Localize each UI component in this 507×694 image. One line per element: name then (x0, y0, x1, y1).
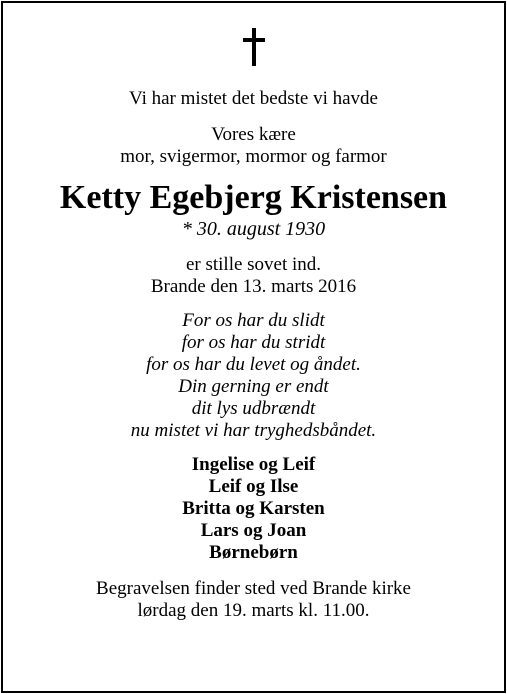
family-member: Leif og Ilse (208, 476, 299, 497)
relation-section (0, 124, 507, 168)
cross-icon (239, 28, 269, 68)
passing-section (0, 254, 507, 298)
relation-line: Vores kære (211, 124, 296, 145)
poem-line: dit lys udbrændt (191, 398, 316, 419)
passing-line: Brande den 13. marts 2016 (150, 276, 357, 297)
funeral-line: lørdag den 19. marts kl. 11.00. (137, 600, 370, 621)
relation-line: mor, svigermor, mormor og farmor (120, 146, 387, 167)
birth-date: * 30. august 1930 (181, 218, 326, 240)
family-section (0, 454, 507, 564)
family-member: Britta og Karsten (182, 498, 325, 519)
funeral-line: Begravelsen finder sted ved Brande kirke (96, 578, 411, 599)
poem-line: for os har du levet og åndet. (146, 354, 361, 375)
intro-text: Vi har mistet det bedste vi havde (129, 88, 378, 109)
funeral-section (0, 578, 507, 622)
poem-section (0, 310, 507, 442)
poem-line: Din gerning er endt (178, 376, 329, 397)
poem-line: nu mistet vi har tryghedsbåndet. (130, 420, 377, 441)
poem-line: For os har du slidt (182, 310, 325, 331)
family-member: Ingelise og Leif (191, 454, 316, 475)
poem-line: for os har du stridt (181, 332, 326, 353)
family-member: Lars og Joan (200, 520, 307, 541)
intro-section (0, 88, 507, 110)
family-member: Børnebørn (209, 542, 298, 563)
deceased-name: Ketty Egebjerg Kristensen (59, 179, 448, 216)
passing-line: er stille sovet ind. (185, 254, 322, 275)
